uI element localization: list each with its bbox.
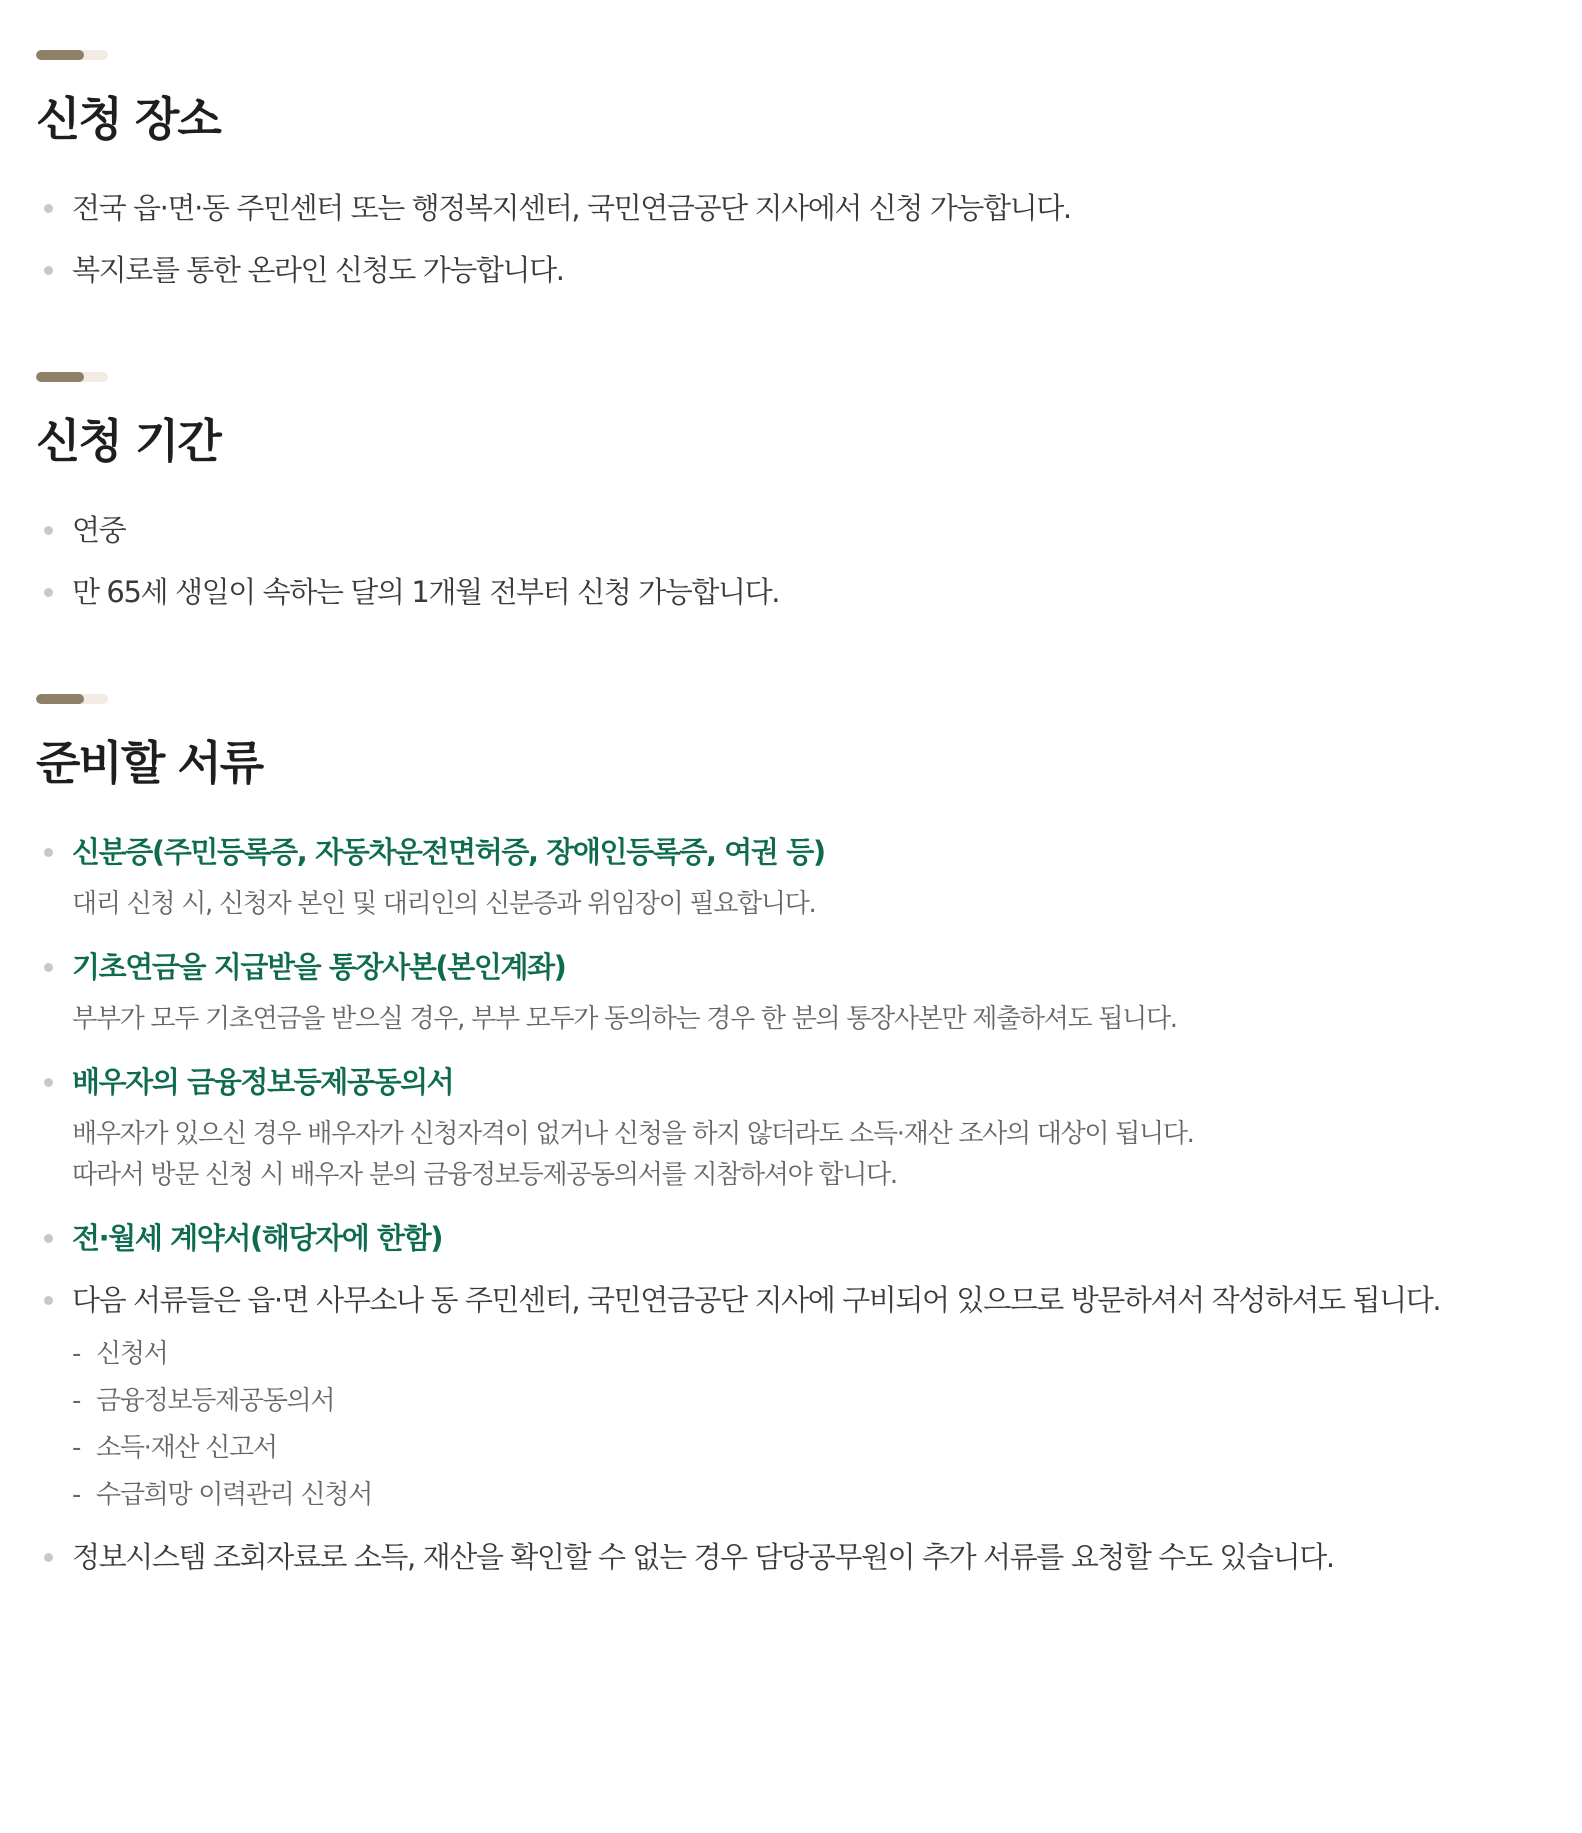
document-name: 신분증(주민등록증, 자동차운전면허증, 장애인등록증, 여권 등) [72,835,825,869]
bullet-list [36,832,1546,1577]
document-name: 기초연금을 지급받을 통장사본(본인계좌) [72,950,566,984]
list-item [36,947,1546,1040]
list-item-text: 다음 서류들은 읍·면 사무소나 동 주민센터, 국민연금공단 지사에 구비되어 있으므로 방문하셔서 작성하셔도 됩니다. [72,1283,1441,1317]
list-item [36,1537,1546,1577]
section-application-period [36,372,1546,612]
document-description [72,999,1546,1040]
list-item [36,572,1546,612]
list-item [36,1280,1546,1515]
list-item-text: 복지로를 통한 온라인 신청도 가능합니다. [72,253,564,287]
bullet-list [36,188,1546,290]
list-item [36,1218,1546,1258]
section-decoration-bar [36,372,108,382]
document-name: 전·월세 계약서(해당자에 한함) [72,1221,443,1255]
description-line: 배우자가 있으신 경우 배우자가 신청자격이 없거나 신청을 하지 않더라도 소득·재산 조사의 대상이 됩니다. [72,1119,1194,1149]
sub-list-item: - 신청서 [72,1334,1546,1374]
document-description [72,884,1546,925]
description-line: 대리 신청 시, 신청자 본인 및 대리인의 신분증과 위임장이 필요합니다. [72,889,816,919]
list-item [36,1062,1546,1196]
list-item [36,188,1546,228]
bullet-list [36,510,1546,612]
section-application-place [36,50,1546,290]
section-decoration-bar [36,694,108,704]
section-title: 신청 기간 [36,414,220,468]
sub-list-item: - 소득·재산 신고서 [72,1428,1546,1468]
section-title: 신청 장소 [36,92,220,146]
list-item-text: 전국 읍·면·동 주민센터 또는 행정복지센터, 국민연금공단 지사에서 신청 가능합니다. [72,191,1071,225]
list-item [36,250,1546,290]
list-item [36,510,1546,550]
list-item-text: 만 65세 생일이 속하는 달의 1개월 전부터 신청 가능합니다. [72,575,780,609]
description-line: 부부가 모두 기초연금을 받으실 경우, 부부 모두가 동의하는 경우 한 분의 통장사본만 제출하셔도 됩니다. [72,1004,1177,1034]
section-required-documents [36,694,1546,1577]
sub-list [72,1334,1546,1515]
sub-list-item: - 금융정보등제공동의서 [72,1381,1546,1421]
sub-list-item: - 수급희망 이력관리 신청서 [72,1475,1546,1515]
section-decoration-bar [36,50,108,60]
list-item-text: 정보시스템 조회자료로 소득, 재산을 확인할 수 없는 경우 담당공무원이 추가 서류를 요청할 수도 있습니다. [72,1540,1334,1574]
document-name: 배우자의 금융정보등제공동의서 [72,1065,454,1099]
description-line: 따라서 방문 신청 시 배우자 분의 금융정보등제공동의서를 지참하셔야 합니다. [72,1160,897,1190]
section-title: 준비할 서류 [36,736,263,790]
list-item [36,832,1546,925]
list-item-text: 연중 [72,513,126,547]
document-description [72,1114,1546,1196]
